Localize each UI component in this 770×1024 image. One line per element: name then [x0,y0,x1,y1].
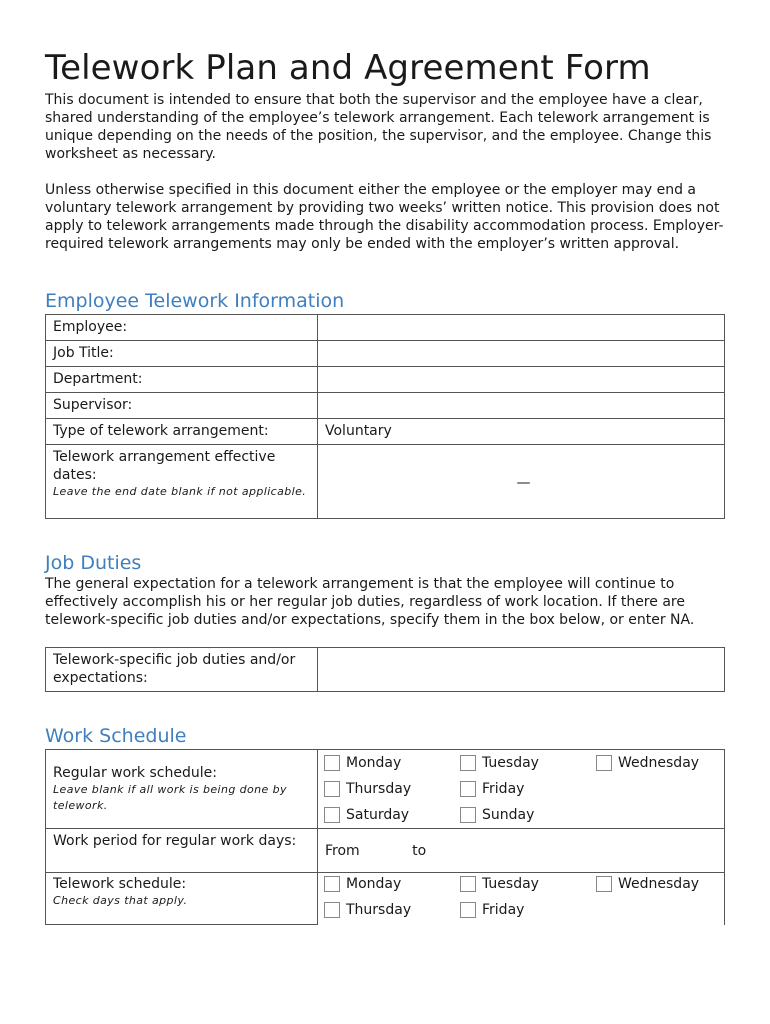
telework-schedule-days [318,873,725,925]
table-row [46,393,725,419]
job-duties-table [45,647,725,692]
intro-paragraph-2: Unless otherwise specified in this document either the employee or the employer may end a voluntary telework arrangement by providing two weeks’ written notice. This provision does not apply to telework arrangements made through the disability accommodation process. Employer-required telework arrangements may only be ended with the employer’s written approval. [45,182,724,252]
telework-day-wednesday[interactable]: Wednesday [596,873,732,895]
field-label-regular-schedule: Regular work schedule: [53,765,217,781]
field-label-effective-dates: Telework arrangement effective dates: [53,449,276,483]
document-title: Telework Plan and Agreement Form [45,48,651,88]
section-heading-work-schedule: Work Schedule [45,725,187,747]
table-row [46,829,725,873]
table-row [46,873,725,925]
regular-day-wednesday[interactable]: Wednesday [596,752,732,774]
telework-day-monday[interactable]: Monday [324,873,460,895]
table-row [46,341,725,367]
department-field[interactable] [318,367,725,393]
supervisor-field[interactable] [318,393,725,419]
telework-day-friday[interactable]: Friday [460,899,596,921]
checkbox[interactable] [324,755,340,771]
date-range-separator: — [516,475,531,491]
job-duties-text: The general expectation for a telework arrangement is that the employee will continue to effectively accomplish his or her regular job duties, regardless of work location. If there are telework-specific job duties and/or expectations, specify them in the box below, or enter NA. [45,576,695,628]
section-heading-job-duties: Job Duties [45,552,142,574]
arrangement-type-field[interactable]: Voluntary [318,419,725,445]
field-label-telework-schedule: Telework schedule: [53,876,187,892]
checkbox[interactable] [460,755,476,771]
effective-dates-cell [46,445,318,519]
regular-day-tuesday[interactable]: Tuesday [460,752,596,774]
checkbox[interactable] [460,876,476,892]
effective-dates-note: Leave the end date blank if not applicable. [53,485,307,498]
document-page [45,48,725,925]
employee-field[interactable] [318,315,725,341]
regular-day-friday[interactable]: Friday [460,778,596,800]
table-row [46,445,725,519]
regular-schedule-days [318,750,725,829]
job-duties-field[interactable] [318,648,725,692]
field-label-department: Department: [46,367,318,393]
regular-day-monday[interactable]: Monday [324,752,460,774]
regular-day-thursday[interactable]: Thursday [324,778,460,800]
regular-schedule-cell [46,750,318,829]
from-label: From [325,842,360,859]
section-heading-employee-info: Employee Telework Information [45,290,345,312]
regular-day-sunday[interactable]: Sunday [460,804,596,826]
telework-day-thursday[interactable]: Thursday [324,899,460,921]
effective-dates-field[interactable] [318,445,725,519]
regular-schedule-note: Leave blank if all work is being done by telework. [53,783,287,812]
field-label-supervisor: Supervisor: [46,393,318,419]
checkbox[interactable] [460,807,476,823]
table-row [46,648,725,692]
table-row [46,367,725,393]
work-schedule-table [45,749,725,925]
field-label-job-title: Job Title: [46,341,318,367]
field-label-arrangement-type: Type of telework arrangement: [46,419,318,445]
job-title-field[interactable] [318,341,725,367]
table-row [46,419,725,445]
checkbox[interactable] [324,781,340,797]
intro-paragraph-1: This document is intended to ensure that both the supervisor and the employee have a clear, shared understanding of the employee’s telework arrangement. Each telework arrangement is unique depending on the needs of the position, the supervisor, and the employee. Change this worksheet as necessary. [45,92,712,162]
field-label-work-period: Work period for regular work days: [46,829,318,873]
regular-day-saturday[interactable]: Saturday [324,804,460,826]
checkbox[interactable] [460,902,476,918]
to-label: to [412,842,427,859]
telework-day-tuesday[interactable]: Tuesday [460,873,596,895]
checkbox[interactable] [460,781,476,797]
checkbox[interactable] [324,876,340,892]
checkbox[interactable] [596,755,612,771]
field-label-employee: Employee: [46,315,318,341]
telework-schedule-note: Check days that apply. [53,894,188,907]
table-row [46,315,725,341]
checkbox[interactable] [324,902,340,918]
field-label-job-duties: Telework-specific job duties and/or expectations: [46,648,318,692]
employee-info-table [45,314,725,519]
work-period-field[interactable] [318,829,725,873]
table-row [46,750,725,829]
checkbox[interactable] [324,807,340,823]
telework-schedule-cell [46,873,318,925]
checkbox[interactable] [596,876,612,892]
